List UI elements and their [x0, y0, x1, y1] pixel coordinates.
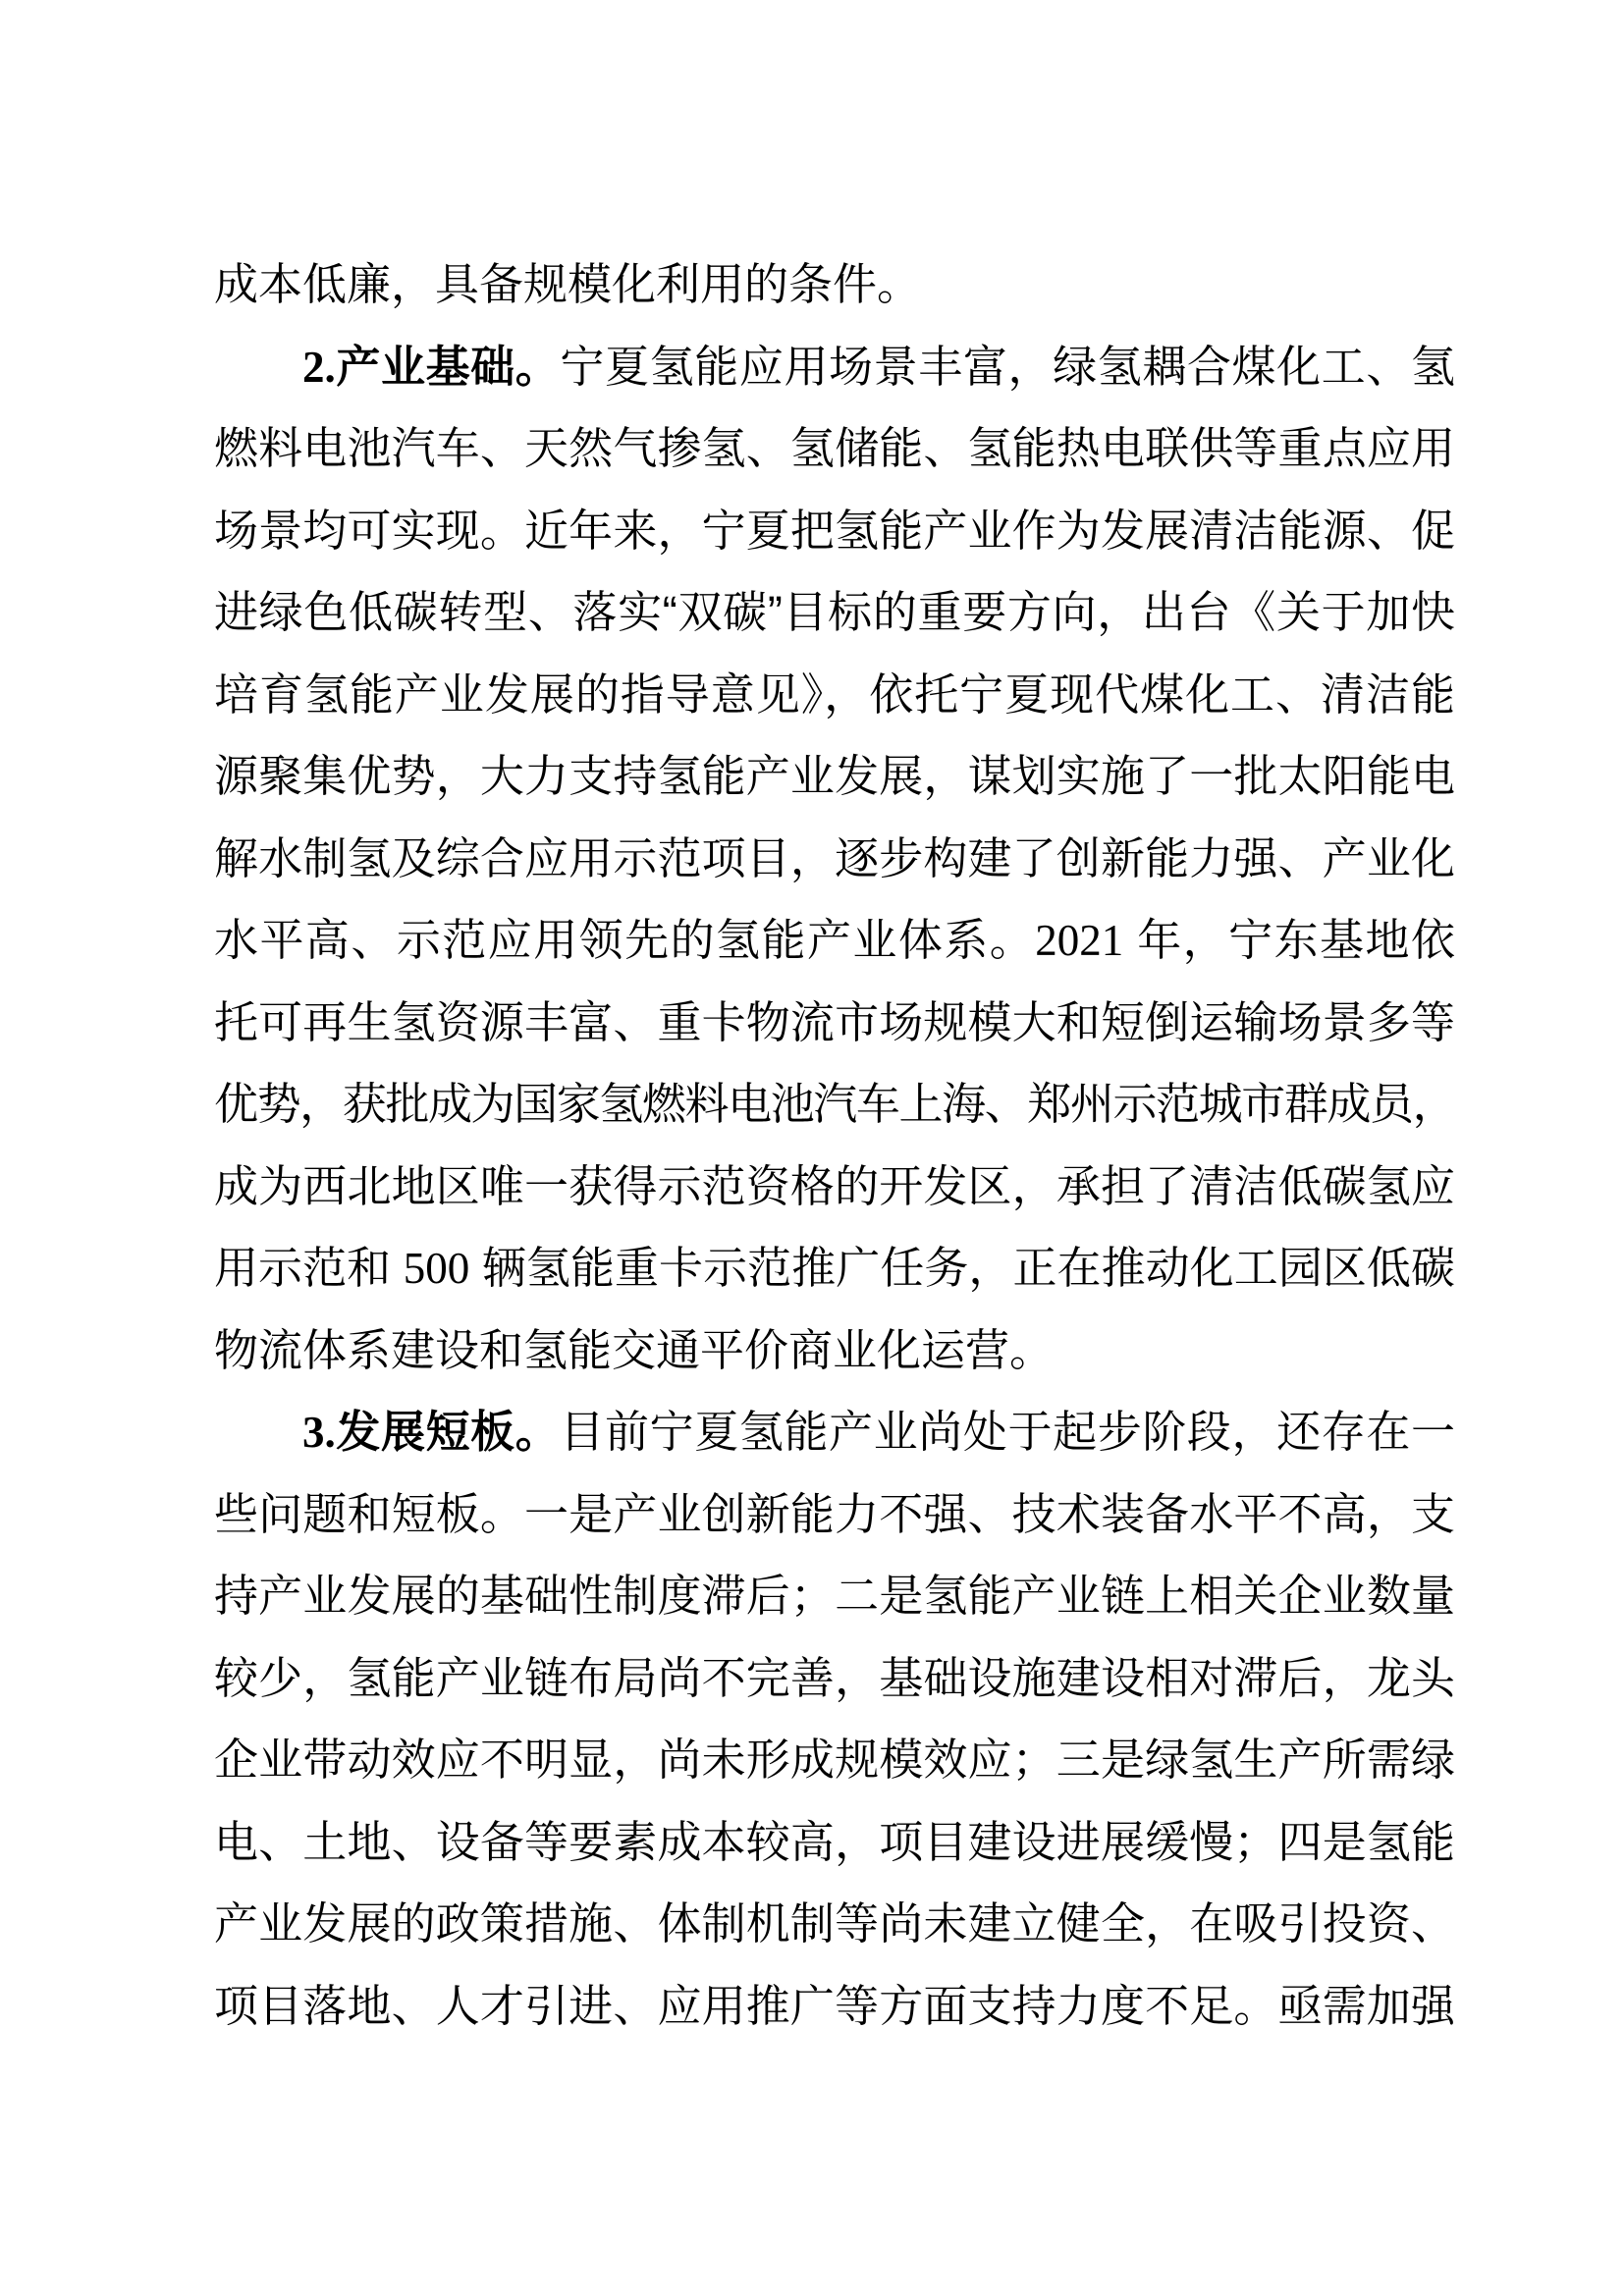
section-heading: 3.发展短板。: [302, 1407, 561, 1457]
body-text: 成本低廉，具备规模化利用的条件。: [214, 259, 922, 309]
body-text: 持产业发展的基础性制度滞后；二是氢能产业链上相关企业数量: [214, 1571, 1455, 1621]
body-text: 优势，获批成为国家氢燃料电池汽车上海、郑州示范城市群成员，: [214, 1079, 1455, 1129]
text-line: [214, 1063, 1455, 1146]
body-text: 目前宁夏氢能产业尚处于起步阶段，还存在一: [560, 1407, 1455, 1457]
body-text: 项目落地、人才引进、应用推广等方面支持力度不足。亟需加强: [214, 1980, 1455, 2031]
text-line: [214, 1637, 1455, 1720]
body-text: 水平高、示范应用领先的氢能产业体系。2021 年，宁东基地依: [214, 915, 1455, 965]
body-text: 场景均可实现。近年来，宁夏把氢能产业作为发展清洁能源、促: [214, 505, 1455, 556]
body-text: 培育氢能产业发展的指导意见》，依托宁夏现代煤化工、清洁能: [214, 668, 1455, 720]
body-text: 成为西北地区唯一获得示范资格的开发区，承担了清洁低碳氢应: [214, 1160, 1455, 1211]
text-line: [214, 1801, 1455, 1884]
text-line: [214, 1391, 1455, 1473]
numeral: 3.: [302, 1408, 336, 1457]
body-text: 较少，氢能产业链布局尚不完善，基础设施建设相对滞后，龙头: [214, 1652, 1455, 1703]
text-line: [214, 243, 1455, 326]
numeral: 2.: [302, 342, 336, 392]
text-line: [214, 1965, 1455, 2048]
body-text: 电、土地、设备等要素成本较高，项目建设进展缓慢；四是氢能: [214, 1816, 1455, 1867]
text-line: [214, 326, 1455, 408]
text-line: [214, 407, 1455, 490]
text-line: [214, 490, 1455, 572]
text-line: [214, 735, 1455, 818]
text-line: [214, 654, 1455, 736]
text-line: [214, 1473, 1455, 1556]
body-text: 企业带动效应不明显，尚未形成规模效应；三是绿氢生产所需绿: [214, 1735, 1455, 1785]
text-line: [214, 899, 1455, 982]
numeral: 500: [403, 1244, 470, 1293]
text-line: [214, 982, 1455, 1064]
text-line: [214, 818, 1455, 900]
body-text: 托可再生氢资源丰富、重卡物流市场规模大和短倒运输场景多等: [214, 996, 1455, 1047]
text-line: [214, 1146, 1455, 1228]
text-line: [214, 1227, 1455, 1309]
body-text: 些问题和短板。一是产业创新能力不强、技术装备水平不高，支: [214, 1488, 1455, 1539]
body-text: 产业发展的政策措施、体制机制等尚未建立健全，在吸引投资、: [214, 1898, 1455, 1949]
body-text: 解水制氢及综合应用示范项目，逐步构建了创新能力强、产业化: [214, 832, 1455, 883]
text-line: [214, 1309, 1455, 1392]
body-text: 用示范和 500 辆氢能重卡示范推广任务，正在推动化工园区低碳: [214, 1243, 1455, 1293]
section-heading: 2.产业基础。: [302, 341, 561, 392]
body-text: 进绿色低碳转型、落实“双碳”目标的重要方向，出台《关于加快: [214, 587, 1455, 637]
text-line: [214, 1883, 1455, 1965]
body-text: 源聚集优势，大力支持氢能产业发展，谋划实施了一批太阳能电: [214, 751, 1455, 801]
text-line: [214, 1719, 1455, 1801]
text-line: [214, 1555, 1455, 1637]
body-text: 燃料电池汽车、天然气掺氢、氢储能、氢能热电联供等重点应用: [214, 423, 1455, 473]
text-line: [214, 571, 1455, 654]
document-body: [214, 243, 1455, 2047]
body-text: 宁夏氢能应用场景丰富，绿氢耦合煤化工、氢: [560, 341, 1455, 392]
body-text: 物流体系建设和氢能交通平价商业化运营。: [214, 1324, 1055, 1375]
numeral: 2021: [1035, 916, 1124, 965]
